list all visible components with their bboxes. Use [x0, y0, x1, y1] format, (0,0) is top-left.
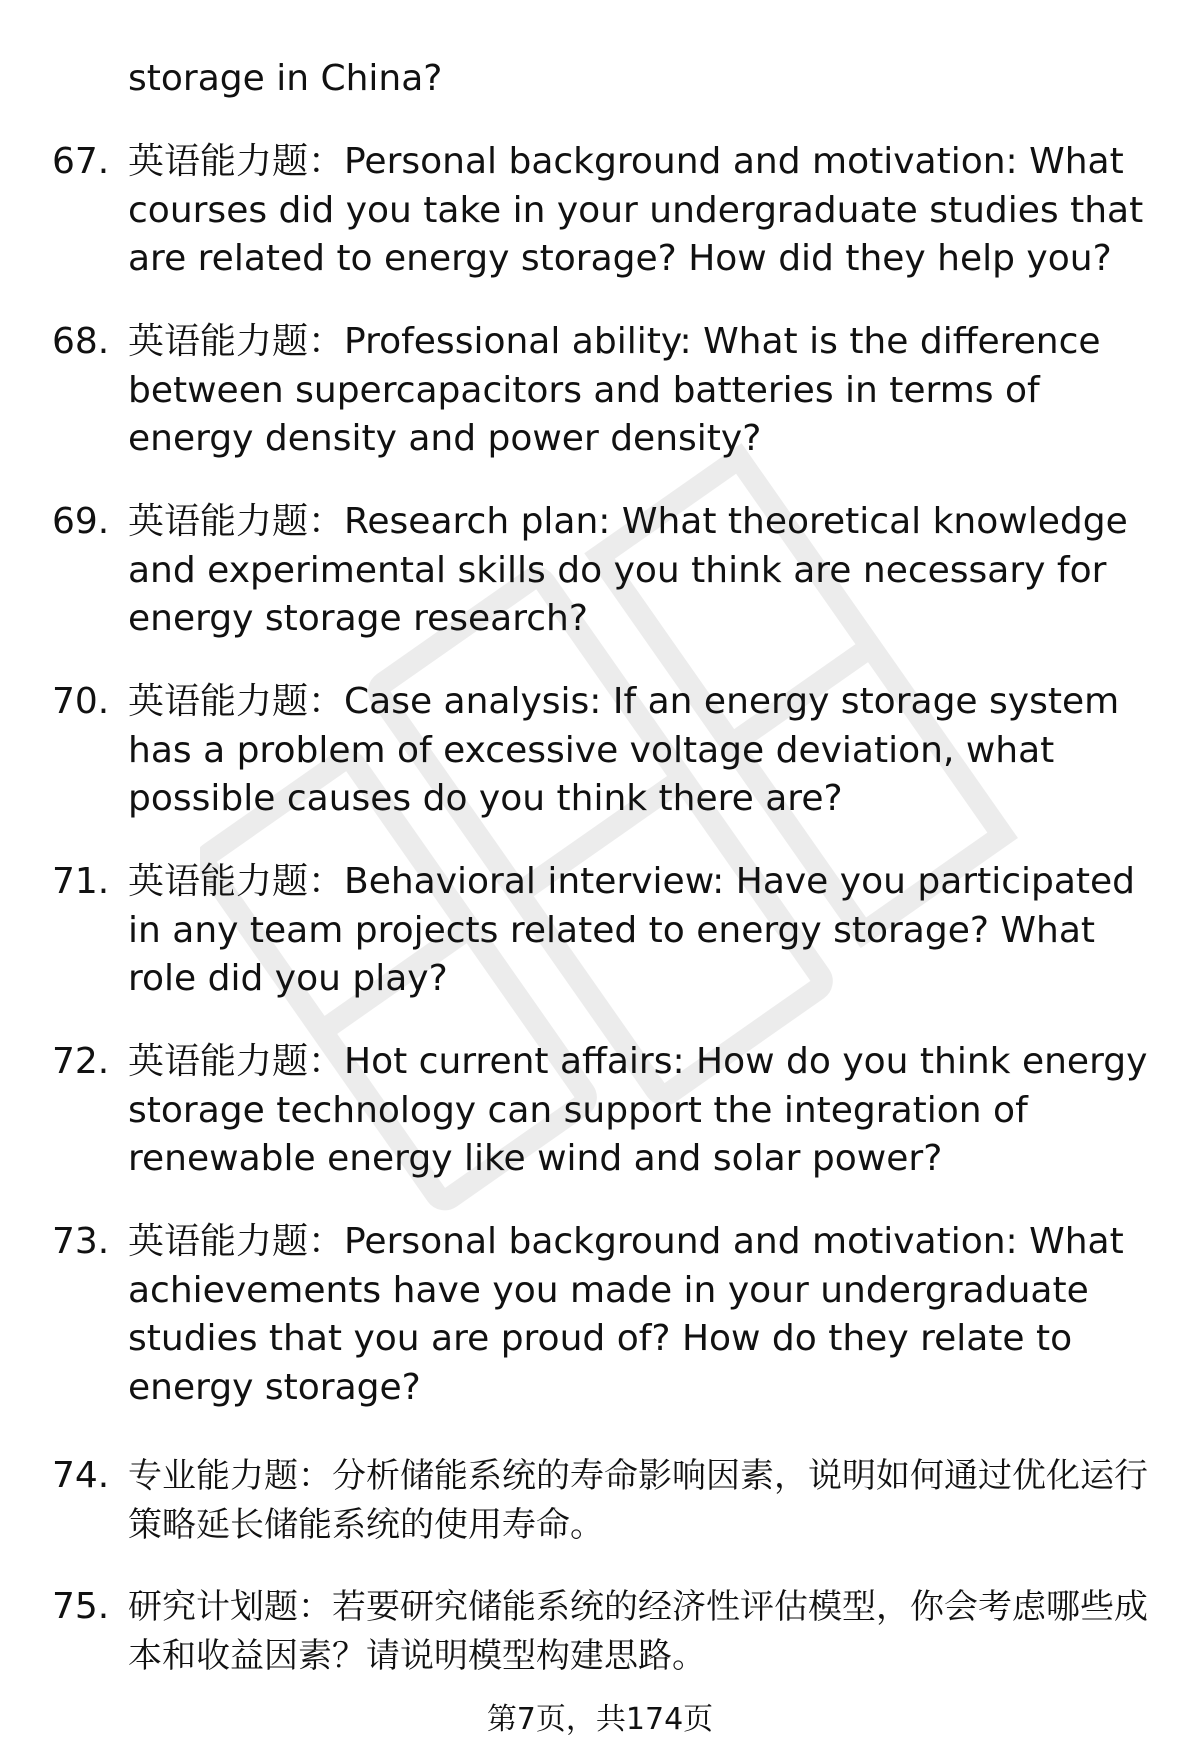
question-number: 74. — [52, 1455, 110, 1496]
question-text: 英语能力题：Personal background and motivation: What courses did you take in your undergraduate studies that are related to energy storage? How did they help you? — [128, 141, 1144, 279]
question-text: 研究计划题：若要研究储能系统的经济性评估模型，你会考虑哪些成本和收益因素？请说明模型构建思路。 — [128, 1587, 1148, 1676]
question-text: 英语能力题：Behavioral interview: Have you participated in any team projects related to energy storage? What role did you play? — [128, 861, 1136, 999]
question-number: 73. — [52, 1221, 110, 1262]
carry-over-text: storage in China? — [128, 58, 443, 99]
question-number: 75. — [52, 1586, 110, 1627]
question-text: 英语能力题：Hot current affairs: How do you think energy storage technology can support the integration of renewable energy like wind and solar power? — [128, 1041, 1148, 1179]
question-text: 专业能力题：分析储能系统的寿命影响因素，说明如何通过优化运行策略延长储能系统的使用寿命。 — [128, 1456, 1148, 1545]
question-number: 72. — [52, 1041, 110, 1082]
question-number: 70. — [52, 681, 110, 722]
question-number: 69. — [52, 501, 110, 542]
question-number: 67. — [52, 141, 110, 182]
question-text: 英语能力题：Case analysis: If an energy storage system has a problem of excessive voltage deviation, what possible causes do you think there are? — [128, 681, 1120, 819]
question-text: 英语能力题：Personal background and motivation: What achievements have you made in your undergraduate studies that you are proud of? How do they relate to energy storage? — [128, 1221, 1124, 1408]
question-number: 71. — [52, 861, 110, 902]
question-text: 英语能力题：Professional ability: What is the difference between supercapacitors and batteries in terms of energy density and power density? — [128, 321, 1101, 459]
question-text: 英语能力题：Research plan: What theoretical knowledge and experimental skills do you think are necessary for energy storage research? — [128, 501, 1128, 639]
page-footer: 第7页，共174页 — [486, 1702, 714, 1737]
question-number: 68. — [52, 321, 110, 362]
